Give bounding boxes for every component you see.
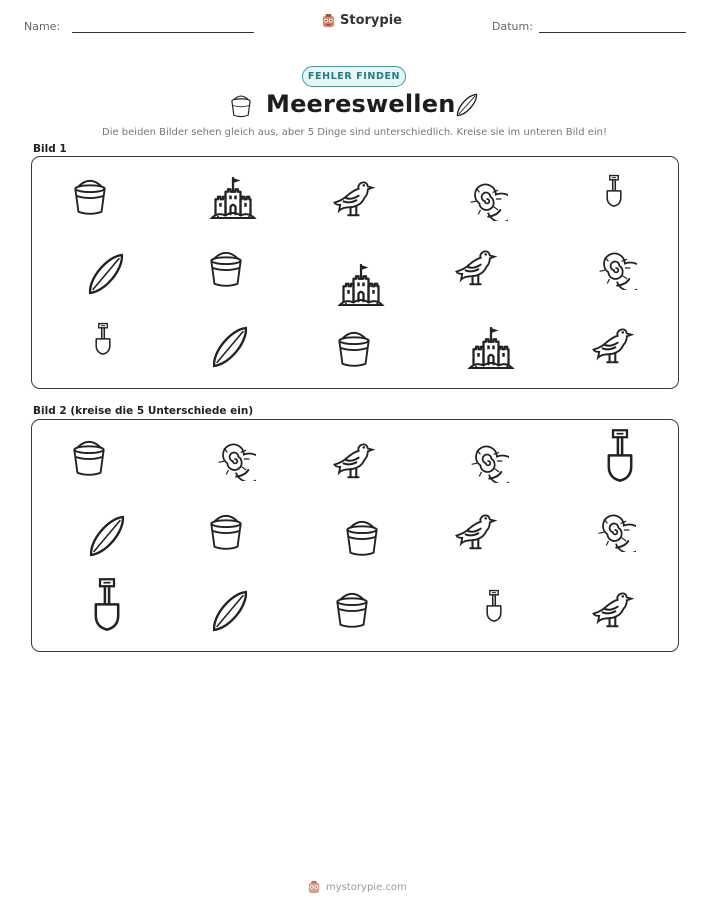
name-line[interactable] xyxy=(72,32,254,33)
surfboard-icon xyxy=(452,90,482,120)
picture1-shovel-icon[interactable] xyxy=(597,173,631,207)
picture2-seagull-icon[interactable] xyxy=(331,437,377,483)
picture1-bucket-icon[interactable] xyxy=(205,247,247,289)
picture1-sandcastle-icon[interactable] xyxy=(466,323,516,373)
picture2-bucket-icon[interactable] xyxy=(68,436,110,478)
picture2-shell-icon[interactable] xyxy=(592,508,636,552)
name-label: Name: xyxy=(24,20,61,33)
picture2-label: Bild 2 (kreise die 5 Unterschiede ein) xyxy=(33,405,254,417)
footer-url: mystorypie.com xyxy=(326,881,407,893)
picture1-sandcastle-icon[interactable] xyxy=(336,260,386,310)
picture1-seagull-icon[interactable] xyxy=(453,244,499,290)
picture1-bucket-icon[interactable] xyxy=(333,327,375,369)
picture1-bucket-icon[interactable] xyxy=(69,175,111,217)
picture2-bucket-icon[interactable] xyxy=(205,510,247,552)
picture2-surfboard-icon[interactable] xyxy=(81,510,133,562)
date-line[interactable] xyxy=(539,32,686,33)
picture2-shovel-icon[interactable] xyxy=(79,575,135,631)
picture2-seagull-icon[interactable] xyxy=(453,508,499,554)
page-title: Meereswellen xyxy=(266,90,456,118)
picture1-shovel-icon[interactable] xyxy=(86,321,120,355)
picture2-shovel-icon[interactable] xyxy=(477,588,511,622)
picture1-shell-icon[interactable] xyxy=(593,246,637,290)
picture2-panel xyxy=(31,419,679,652)
picture2-shell-icon[interactable] xyxy=(465,439,509,483)
picture1-label: Bild 1 xyxy=(33,143,67,155)
picture1-seagull-icon[interactable] xyxy=(590,322,636,368)
picture1-surfboard-icon[interactable] xyxy=(80,248,132,300)
brand-logo xyxy=(321,13,402,28)
footer xyxy=(307,880,407,894)
picture1-sandcastle-icon[interactable] xyxy=(208,173,258,223)
picture2-seagull-icon[interactable] xyxy=(590,586,636,632)
picture1-seagull-icon[interactable] xyxy=(331,175,377,221)
picture2-shovel-icon[interactable] xyxy=(592,426,648,482)
picture2-surfboard-icon[interactable] xyxy=(204,585,256,637)
picture2-bucket-icon[interactable] xyxy=(341,516,383,558)
category-badge: FEHLER FINDEN xyxy=(302,66,406,87)
date-label: Datum: xyxy=(492,20,533,33)
brand-name: Storypie xyxy=(340,13,402,28)
picture1-panel xyxy=(31,156,679,389)
picture2-shell-icon[interactable] xyxy=(212,437,256,481)
picture1-shell-icon[interactable] xyxy=(464,177,508,221)
picture2-bucket-icon[interactable] xyxy=(331,588,373,630)
picture1-surfboard-icon[interactable] xyxy=(204,321,256,373)
storypie-mascot-icon xyxy=(307,880,321,894)
bucket-icon xyxy=(228,92,254,119)
storypie-mascot-icon xyxy=(321,13,336,28)
instructions: Die beiden Bilder sehen gleich aus, aber 5 Dinge sind unterschiedlich. Kreise sie im unteren Bild ein! xyxy=(102,127,607,138)
